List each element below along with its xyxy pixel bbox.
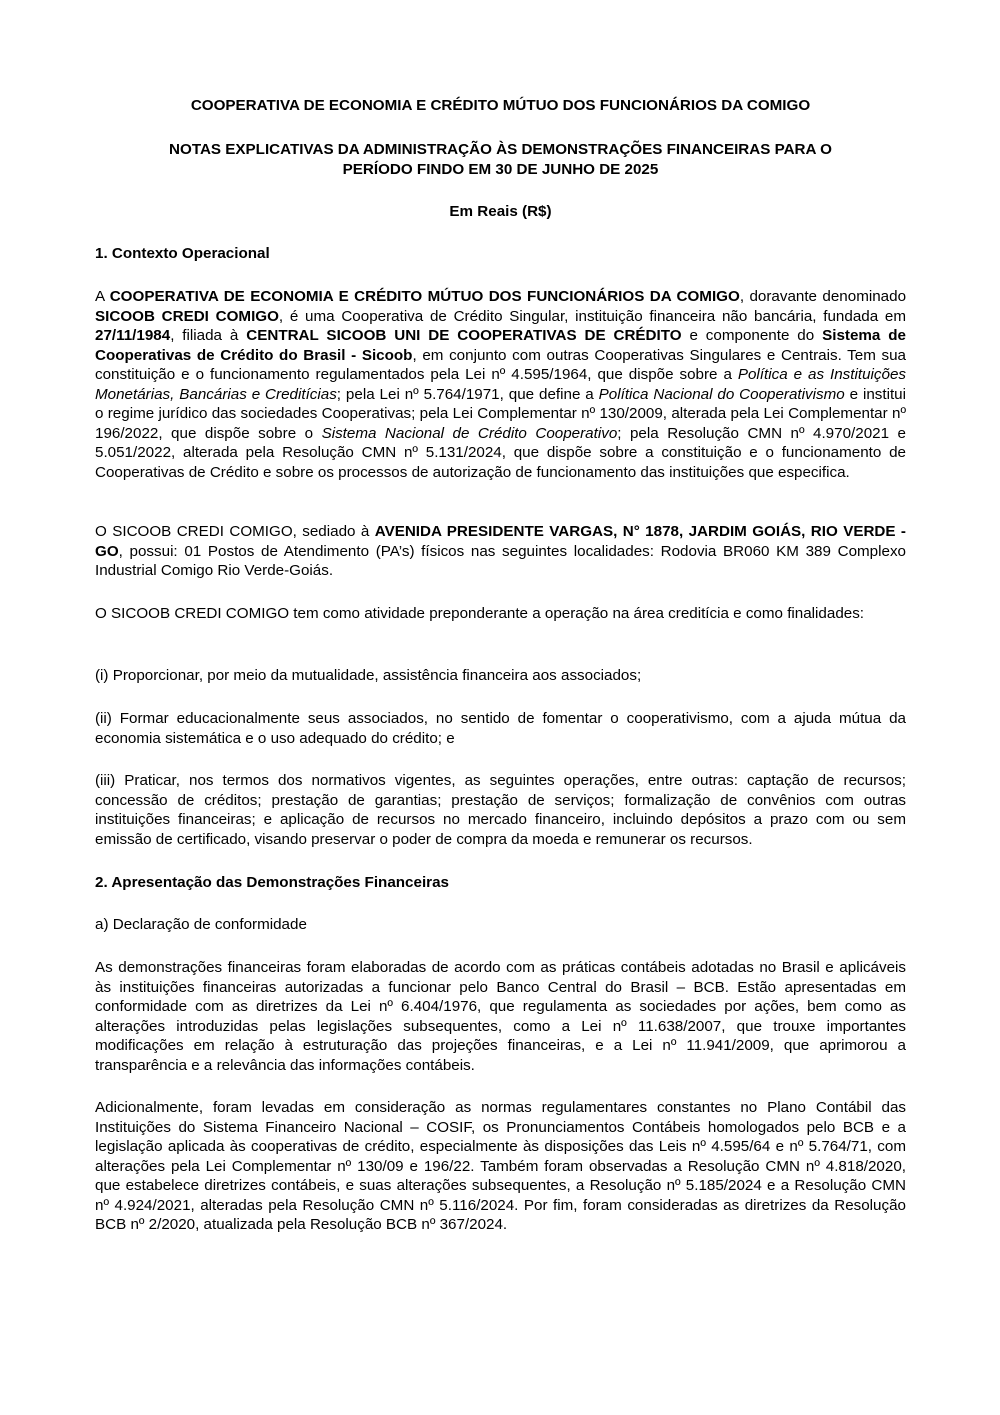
system-name: Sistema de Cooperativas de Crédito do Brasil - Sicoob — [95, 327, 906, 364]
text-run: A — [95, 288, 110, 305]
section-1-paragraph-2 — [95, 522, 906, 581]
text-run: e componente do — [681, 327, 823, 344]
text-run: ; pela Resolução CMN nº 4.970/2021 e 5.051/2022, alterada pela Resolução CMN nº 5.131/2024, que dispõe sobre a constituição e o funcionamento de Cooperativas de Crédito e sobre os processos de autorização de funcionamento das instituições que especifica. — [95, 424, 906, 481]
section-2-paragraph-1: As demonstrações financeiras foram elaboradas de acordo com as práticas contábeis adotadas no Brasil e aplicáveis às instituições financeiras autorizadas a funcionar pelo Banco Central do Brasil – BCB. Estão apresentadas em conformidade com as diretrizes da Lei nº 6.404/1976, que regulamenta as sociedades por ações, bem como as alterações introduzidas pelas legislações subsequentes, como a Lei nº 11.638/2007, que trouxe importantes modificações em relação à estruturação das projeções financeiras, e a Lei nº 11.941/2009, que aprimorou a transparência e a relevância das informações contábeis. — [95, 959, 906, 1074]
section-1-heading: 1. Contexto Operacional — [95, 245, 270, 262]
text-run: e institui o regime jurídico das sociedades Cooperativas; pela Lei Complementar nº 130/2009, alterada pela Lei Complementar nº 196/2022, que dispõe sobre o — [95, 385, 906, 442]
purpose-item-2: (ii) Formar educacionalmente seus associados, no sentido de fomentar o cooperativismo, com a ajuda mútua da economia sistemática e o uso adequado do crédito; e — [95, 710, 906, 747]
trade-name: SICOOB CREDI COMIGO — [95, 307, 279, 325]
text-run: , é uma Cooperativa de Crédito Singular, instituição financeira não bancária, fundada em — [278, 307, 906, 325]
text-run: , possui: 01 Postos de Atendimento (PA’s) físicos nas seguintes localidades: Rodovia BR060 KM 389 Complexo Industrial Comigo Rio Verde-Goiás. — [95, 542, 906, 579]
text-run: ; pela Lei nº 5.764/1971, que define a — [336, 385, 599, 403]
text-run: , filiada à — [170, 327, 247, 344]
central-name: CENTRAL SICOOB UNI DE COOPERATIVAS DE CRÉDITO — [246, 327, 682, 344]
purpose-item-3: (iii) Praticar, nos termos dos normativos vigentes, as seguintes operações, entre outras: captação de recursos; concessão de créditos; prestação de garantias; prestação de serviços; formalização de convênios com outras instituições financeiras; e aplicação de recursos no mercado financeiro, incluindo depósitos a prazo com ou sem emissão de certificado, visando preservar o poder de compra da moeda e remunerar os recursos. — [95, 772, 906, 848]
section-1-paragraph-3: O SICOOB CREDI COMIGO tem como atividade preponderante a operação na área creditícia e como finalidades: — [95, 605, 865, 622]
law-title-2: Política Nacional do Cooperativismo — [598, 385, 845, 403]
headquarters-address: AVENIDA PRESIDENTE VARGAS, N° 1878, JARDIM GOIÁS, RIO VERDE - GO — [95, 523, 906, 560]
text-run: , em conjunto com outras Cooperativas Singulares e Centrais. Tem sua constituição e o funcionamento regulamentados pela Lei nº 4.595/1964, que dispõe sobre a — [95, 346, 906, 383]
text-run: O SICOOB CREDI COMIGO, sediado à — [95, 523, 375, 540]
currency-note: Em Reais (R$) — [449, 203, 552, 220]
section-2-subheading-a: a) Declaração de conformidade — [95, 916, 307, 933]
law-title-3: Sistema Nacional de Crédito Cooperativo — [321, 424, 618, 442]
cooperative-name: COOPERATIVA DE ECONOMIA E CRÉDITO MÚTUO DOS FUNCIONÁRIOS DA COMIGO — [109, 288, 740, 305]
text-run: , doravante denominado — [739, 288, 907, 305]
institution-title: COOPERATIVA DE ECONOMIA E CRÉDITO MÚTUO DOS FUNCIONÁRIOS DA COMIGO — [190, 97, 811, 114]
purpose-item-1: (i) Proporcionar, por meio da mutualidade, assistência financeira aos associados; — [95, 667, 642, 684]
section-2-heading: 2. Apresentação das Demonstrações Financeiras — [95, 874, 449, 891]
section-2-paragraph-2: Adicionalmente, foram levadas em consideração as normas regulamentares constantes no Plano Contábil das Instituições do Sistema Financeiro Nacional – COSIF, os Pronunciamentos Contábeis homologados pelo BCB e a legislação aplicada às cooperativas de crédito, especialmente às disposições das Leis nº 4.595/64 e nº 5.764/71, com alterações pela Lei Complementar nº 130/09 e 196/22. Também foram observadas a Resolução CMN nº 4.818/2020, que estabelece diretrizes contábeis, e suas alterações subsequentes, a Resolução nº 5.185/2024 e a Resolução CMN nº 4.924/2021, alteradas pela Resolução CMN nº 5.116/2024. Por fim, foram consideradas as diretrizes da Resolução BCB nº 2/2020, atualizada pela Resolução BCB nº 367/2024. — [95, 1099, 906, 1233]
section-1-paragraph-1 — [95, 287, 906, 482]
document-title-line-1: NOTAS EXPLICATIVAS DA ADMINISTRAÇÃO ÀS DEMONSTRAÇÕES FINANCEIRAS PARA O — [169, 141, 832, 158]
document-title-line-2: PERÍODO FINDO EM 30 DE JUNHO DE 2025 — [342, 160, 659, 178]
foundation-date: 27/11/1984 — [95, 327, 171, 344]
law-title-1: Política e as Instituições Monetárias, Bancárias e Creditícias — [95, 366, 906, 403]
document-title — [95, 140, 906, 179]
